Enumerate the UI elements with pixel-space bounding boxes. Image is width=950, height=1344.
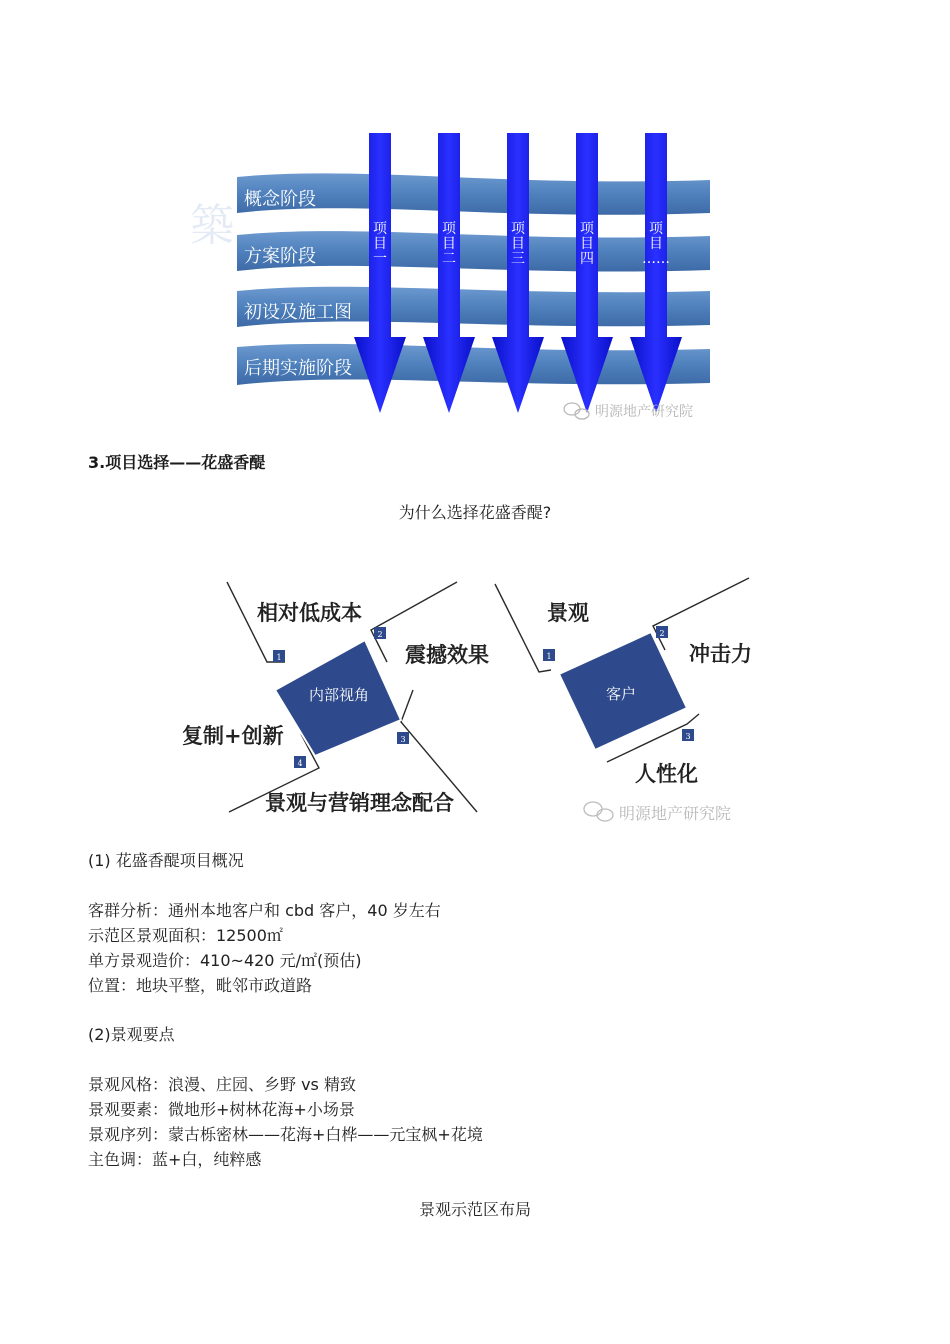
band-label-1: 概念阶段 — [244, 189, 316, 210]
project-label-1: 项目一 — [373, 221, 387, 267]
section-heading: 3.项目选择——花盛香醍 — [88, 453, 266, 472]
left-badge-1: 1 — [276, 653, 282, 662]
band-label-4: 后期实施阶段 — [244, 358, 352, 379]
left-badge-3: 3 — [400, 735, 406, 744]
right-badge-1: 1 — [546, 652, 552, 661]
project-label-4: 项目四 — [580, 221, 594, 267]
points-line: 景观序列：蒙古栎密林——花海+白桦——元宝枫+花境 — [88, 1125, 483, 1144]
right-label-3: 人性化 — [635, 761, 698, 786]
phase-project-diagram — [180, 125, 720, 425]
project-label-5: 项目…… — [642, 221, 670, 267]
project-label-2: 项目二 — [442, 221, 456, 267]
right-line-1 — [495, 584, 551, 672]
points-title: (2)景观要点 — [88, 1025, 175, 1044]
overview-title: (1) 花盛香醍项目概况 — [88, 851, 244, 870]
points-line: 景观要素：微地形+树林花海+小场景 — [88, 1100, 355, 1119]
wechat-icon-2 — [584, 802, 613, 821]
right-label-1: 景观 — [547, 600, 589, 625]
band-label-3: 初设及施工图 — [244, 302, 352, 323]
selection-reasons-diagram — [175, 570, 775, 830]
points-line: 主色调：蓝+白，纯粹感 — [88, 1150, 262, 1169]
left-label-1: 相对低成本 — [257, 600, 362, 625]
overview-line: 位置：地块平整，毗邻市政道路 — [88, 976, 313, 995]
overview-line: 单方景观造价：410~420 元/㎡(预估) — [88, 951, 362, 970]
left-badge-2: 2 — [377, 630, 383, 639]
right-label-2: 冲击力 — [689, 641, 752, 666]
watermark-text: 明源地产研究院 — [595, 404, 693, 420]
right-badge-3: 3 — [685, 732, 691, 741]
background-character: 築 — [190, 200, 234, 251]
band-label-2: 方案阶段 — [244, 246, 316, 267]
points-line: 景观风格：浪漫、庄园、乡野 vs 精致 — [88, 1075, 356, 1094]
right-line-2 — [653, 578, 749, 650]
overview-line: 示范区景观面积：12500㎡ — [88, 926, 283, 945]
overview-line: 客群分析：通州本地客户和 cbd 客户，40 岁左右 — [88, 901, 441, 920]
project-overview — [88, 848, 441, 998]
watermark-text-2: 明源地产研究院 — [619, 804, 732, 823]
landscape-points — [88, 1022, 483, 1172]
right-badge-2: 2 — [659, 629, 665, 638]
left-label-4: 景观与营销理念配合 — [265, 790, 454, 815]
left-center-label: 内部视角 — [308, 686, 370, 704]
left-badge-4: 4 — [297, 759, 303, 768]
right-center-label: 客户 — [605, 685, 637, 703]
left-label-2: 震撼效果 — [405, 642, 489, 667]
question-text: 为什么选择花盛香醍? — [398, 503, 552, 522]
left-label-3: 复制+创新 — [182, 723, 284, 748]
layout-caption: 景观示范区布局 — [418, 1200, 531, 1219]
project-label-3: 项目三 — [511, 221, 525, 267]
